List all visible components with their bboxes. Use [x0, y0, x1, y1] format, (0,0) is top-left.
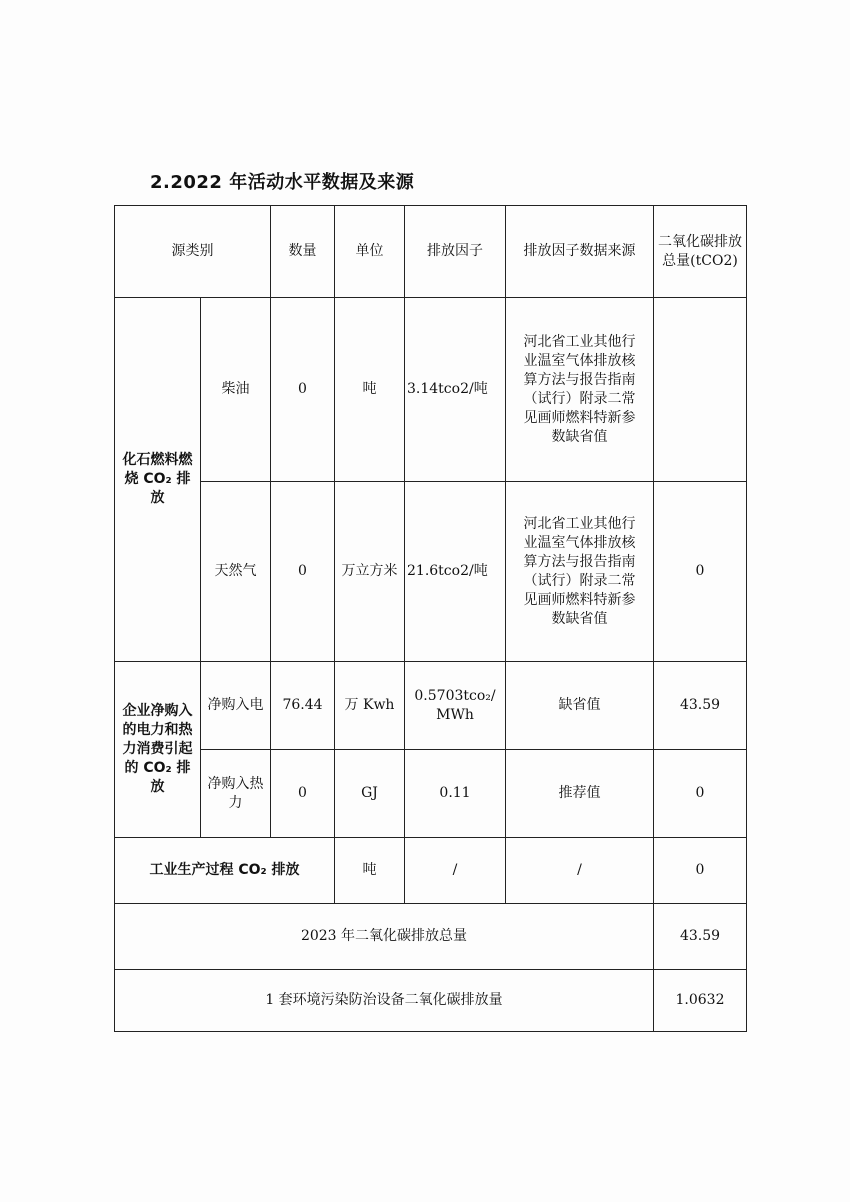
summary-2023-total: 43.59	[654, 904, 747, 970]
purchased-group-label: 企业净购入的电力和热力消费引起的 CO₂ 排放	[115, 662, 201, 838]
header-quantity: 数量	[271, 206, 335, 298]
table-row	[115, 662, 747, 750]
table-row	[115, 482, 747, 662]
heat-factor: 0.11	[405, 750, 506, 838]
electricity-total: 43.59	[654, 662, 747, 750]
heat-total: 0	[654, 750, 747, 838]
diesel-total	[654, 298, 747, 482]
gas-unit: 万立方米	[335, 482, 405, 662]
gas-total: 0	[654, 482, 747, 662]
summary-row	[115, 904, 747, 970]
diesel-unit: 吨	[335, 298, 405, 482]
electricity-quantity: 76.44	[271, 662, 335, 750]
electricity-factor: 0.5703tco₂/MWh	[405, 662, 506, 750]
electricity-factor-source: 缺省值	[506, 662, 654, 750]
diesel-quantity: 0	[271, 298, 335, 482]
table-row	[115, 838, 747, 904]
gas-name: 天然气	[201, 482, 271, 662]
process-unit: 吨	[335, 838, 405, 904]
process-total: 0	[654, 838, 747, 904]
gas-factor-source: 河北省工业其他行业温室气体排放核算方法与报告指南（试行）附录二常见画师燃料特新参数缺省值	[506, 482, 654, 662]
table-row	[115, 298, 747, 482]
process-factor: /	[405, 838, 506, 904]
summary-2023-label: 2023 年二氧化碳排放总量	[115, 904, 654, 970]
heat-factor-source: 推荐值	[506, 750, 654, 838]
header-source-type: 源类别	[115, 206, 271, 298]
process-factor-source: /	[506, 838, 654, 904]
electricity-name: 净购入电	[201, 662, 271, 750]
header-factor-source: 排放因子数据来源	[506, 206, 654, 298]
heat-name: 净购入热力	[201, 750, 271, 838]
section-title: 2.2022 年活动水平数据及来源	[150, 172, 415, 193]
table-header-row	[115, 206, 747, 298]
process-name: 工业生产过程 CO₂ 排放	[115, 838, 335, 904]
header-unit: 单位	[335, 206, 405, 298]
summary-row	[115, 970, 747, 1032]
equipment-label: 1 套环境污染防治设备二氧化碳排放量	[115, 970, 654, 1032]
fossil-group-label: 化石燃料燃烧 CO₂ 排放	[115, 298, 201, 662]
heat-quantity: 0	[271, 750, 335, 838]
heat-unit: GJ	[335, 750, 405, 838]
diesel-factor-source: 河北省工业其他行业温室气体排放核算方法与报告指南（试行）附录二常见画师燃料特新参数缺省值	[506, 298, 654, 482]
emissions-table	[114, 205, 747, 1032]
header-factor: 排放因子	[405, 206, 506, 298]
gas-quantity: 0	[271, 482, 335, 662]
equipment-total: 1.0632	[654, 970, 747, 1032]
diesel-factor: 3.14tco2/吨	[405, 298, 506, 482]
electricity-unit: 万 Kwh	[335, 662, 405, 750]
gas-factor: 21.6tco2/吨	[405, 482, 506, 662]
diesel-name: 柴油	[201, 298, 271, 482]
table-row	[115, 750, 747, 838]
header-total: 二氧化碳排放总量(tCO2)	[654, 206, 747, 298]
